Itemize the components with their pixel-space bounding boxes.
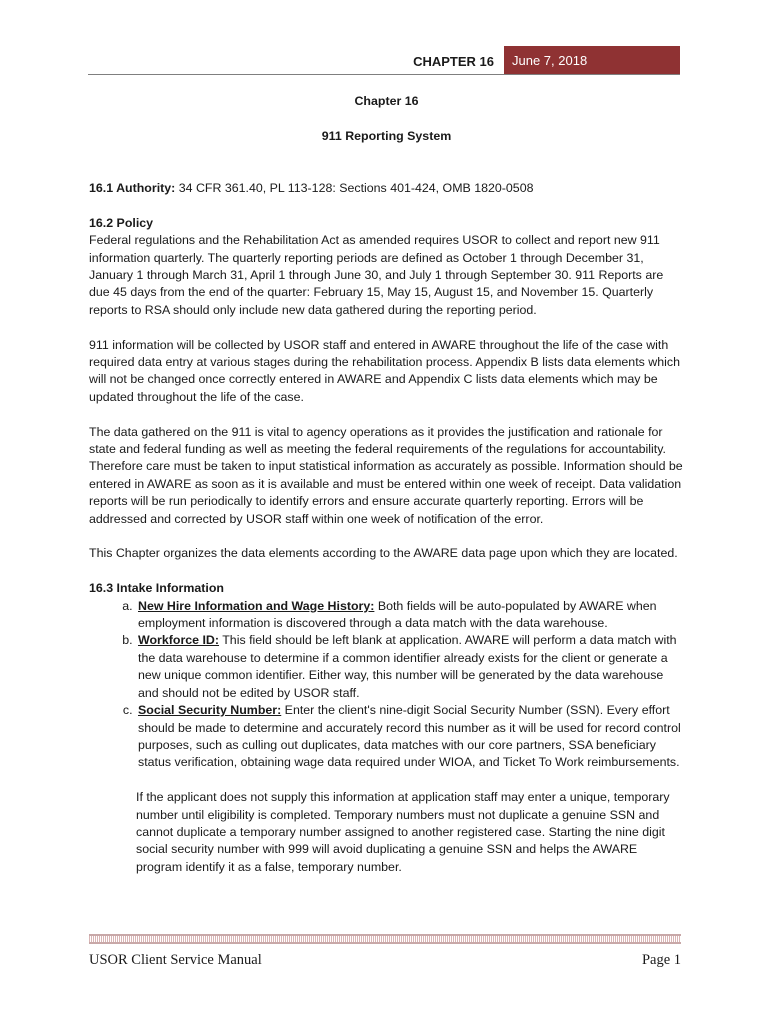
authority-section	[89, 180, 684, 197]
policy-paragraph-1: Federal regulations and the Rehabilitation Act as amended requires USOR to collect and report new 911 information quarterly. The quarterly reporting periods are defined as October 1 through December 31, January 1 through March 31, April 1 through June 30, and July 1 through September 30. 911 Reports are due 45 days from the end of the quarter: February 15, May 15, August 15, and November 15. Quarterly reports to RSA should only include new data gathered during the reporting period.	[89, 233, 664, 317]
intake-heading: 16.3 Intake Information	[89, 581, 224, 596]
footer-page-number: Page 1	[641, 952, 681, 968]
list-item	[136, 598, 684, 633]
list-item-term: Social Security Number:	[138, 703, 282, 718]
list-item-text: Enter the client's nine-digit Social Security Number (SSN). Every effort should be made to determine and accurately record this number as it will be used for record control purposes, such as culling out duplicates, data matches with our core partners, SSA beneficiary status verification, obtaining wage data required under WIOA, and Ticket To Work reimbursements.	[138, 703, 681, 770]
policy-paragraph-2: 911 information will be collected by USOR staff and entered in AWARE throughout the life of the case with required data entry at various stages during the rehabilitation process. Appendix B lists data elements which will not be changed once correctly entered in AWARE and Appendix C lists data elements which may be updated throughout the life of the case.	[89, 337, 680, 404]
authority-heading: 16.1 Authority:	[89, 180, 176, 195]
header-date-badge: June 7, 2018	[504, 46, 680, 75]
header-divider	[88, 74, 680, 75]
chapter-subtitle: 911 Reporting System	[321, 128, 452, 143]
list-item-term: New Hire Information and Wage History:	[138, 598, 375, 613]
list-item	[136, 632, 684, 702]
ssn-followup-paragraph: If the applicant does not supply this information at application staff may enter a unique, temporary number until eligibility is completed. Temporary numbers must not duplicate a genuine SSN and cannot duplicate a temporary number assigned to another registered case. Starting the nine digit social security number with 999 will avoid duplicating a genuine SSN and helps the AWARE program identify it as a false, temporary number.	[136, 790, 670, 874]
authority-text: 34 CFR 361.40, PL 113-128: Sections 401-424, OMB 1820-0508	[175, 180, 534, 195]
page-footer	[89, 934, 681, 972]
list-item-text: This field should be left blank at application. AWARE will perform a data match with the data warehouse to determine if a common identifier already exists for the client or generate a new unique common identifier. Either way, this number will be generated by the data warehouse and should not be edited by USOR staff.	[138, 633, 677, 700]
list-item-term: Workforce ID:	[138, 633, 220, 648]
chapter-title: Chapter 16	[354, 94, 419, 108]
policy-heading: 16.2 Policy	[89, 215, 154, 230]
policy-paragraph-4: This Chapter organizes the data elements according to the AWARE data page upon which they are located.	[89, 546, 678, 561]
footer-divider	[89, 934, 681, 944]
list-item-text: Both fields will be auto-populated by AWARE when employment information is discovered through a data match with the data warehouse.	[138, 598, 657, 631]
page-header	[88, 46, 680, 75]
document-body	[89, 93, 684, 876]
intake-list	[89, 598, 684, 772]
header-chapter-label: CHAPTER 16	[413, 54, 494, 69]
footer-manual-title: USOR Client Service Manual	[89, 952, 262, 968]
policy-paragraph-3: The data gathered on the 911 is vital to agency operations as it provides the justification and rationale for state and federal funding as well as meeting the federal requirements of the regulations for accountability. Therefore care must be taken to input statistical information as accurately as possible. Information should be entered in AWARE as soon as it is available and must be entered within one week of receipt. Data validation reports will be run periodically to identify errors and ensure accurate quarterly reporting. Errors will be addressed and corrected by USOR staff within one week of notification of the error.	[89, 424, 683, 526]
list-item	[136, 702, 684, 772]
